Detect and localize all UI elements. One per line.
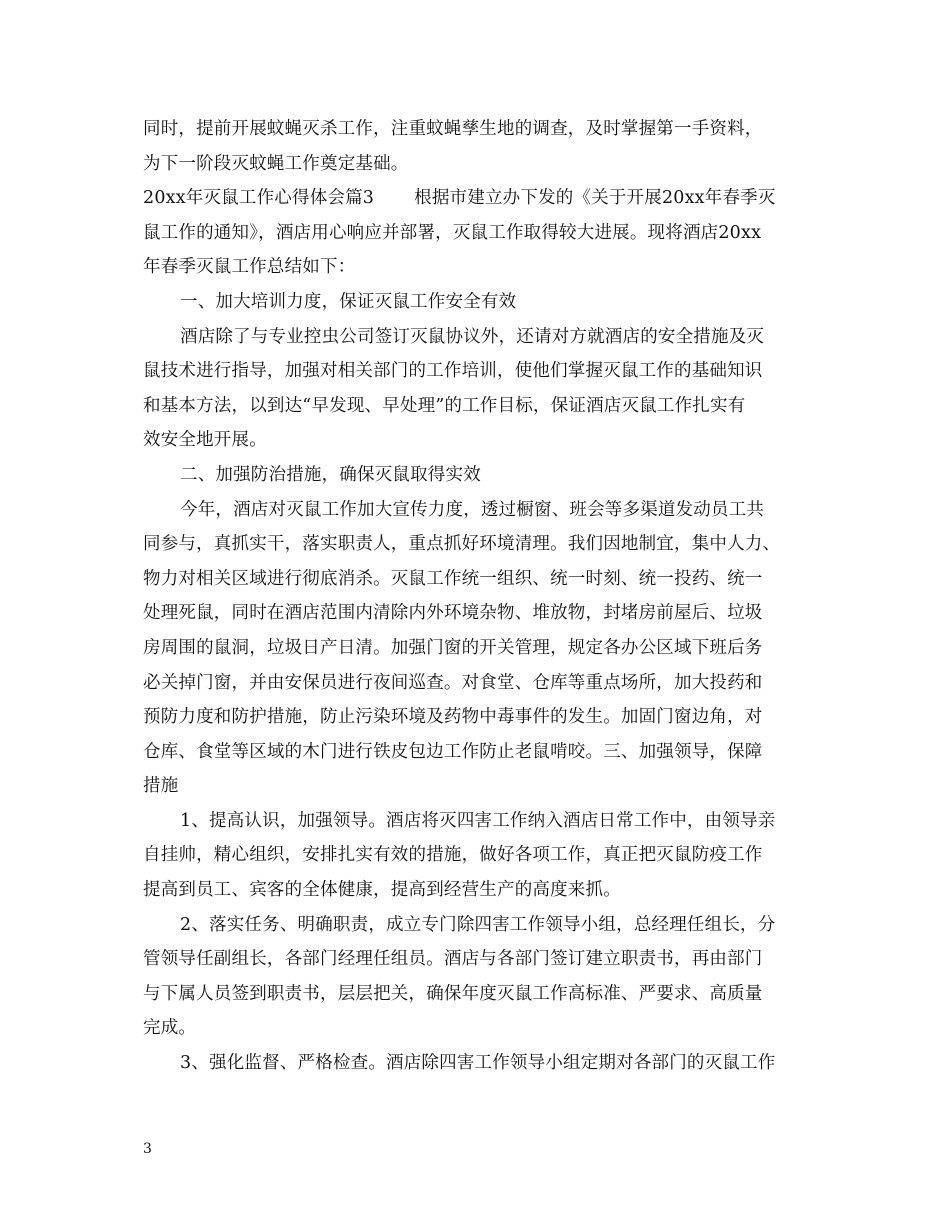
text-line-13: 同参与，真抓实干，落实职责人，重点抓好环境清理。我们因地制宜，集中人力、 <box>143 534 781 555</box>
text-line-17: 必关掉门窗，并由安保员进行夜间巡查。对食堂、仓库等重点场所，加大投药和 <box>143 672 763 693</box>
text-line-4: 鼠工作的通知》，酒店用心响应并部署，灭鼠工作取得较大进展。现将酒店20xx <box>143 222 762 243</box>
text-line-18: 预防力度和防护措施，防止污染环境及药物中毒事件的发生。加固门窗边角，对 <box>143 707 763 728</box>
text-line-9: 和基本方法，以到达“早发现、早处理”的工作目标，保证酒店灭鼠工作扎实有 <box>143 395 746 416</box>
page-number: 3 <box>143 1141 152 1157</box>
document-body <box>143 112 811 1081</box>
item-two: 2、落实任务、明确职责，成立专门除四害工作领导小组，总经理任组长，分 <box>180 914 776 935</box>
item-three: 3、强化监督、严格检查。酒店除四害工作领导小组定期对各部门的灭鼠工作 <box>180 1053 776 1074</box>
section-heading: 20xx年灭鼠工作心得体会篇3 <box>143 188 375 209</box>
text-line-15: 处理死鼠，同时在酒店范围内清除内外环境杂物、堆放物，封堵房前屋后、垃圾 <box>143 603 763 624</box>
text-line-16: 房周围的鼠洞，垃圾日产日清。加强门窗的开关管理，规定各办公区域下班后务 <box>143 637 763 658</box>
text-line-5: 年春季灭鼠工作总结如下： <box>143 257 356 278</box>
text-line-10: 效安全地开展。 <box>143 430 267 451</box>
text-line-25: 管领导任副组长，各部门经理任组员。酒店与各部门签订建立职责书，再由部门 <box>143 949 763 970</box>
text-line-12: 今年，酒店对灭鼠工作加大宣传力度，透过橱窗、班会等多渠道发动员工共 <box>180 499 765 520</box>
text-line-22: 自挂帅，精心组织，安排扎实有效的措施，做好各项工作，真正把灭鼠防疫工作 <box>143 845 763 866</box>
text-line-1: 同时，提前开展蚊蝇灭杀工作，注重蚊蝇孳生地的调查，及时掌握第一手资料， <box>143 119 763 139</box>
text-line-27: 完成。 <box>143 1018 197 1039</box>
text-line-3 <box>143 181 811 216</box>
text-line-14: 物力对相关区域进行彻底消杀。灭鼠工作统一组织、统一时刻、统一投药、统一 <box>143 568 763 589</box>
section-intro: 根据市建立办下发的《关于开展20xx年春季灭 <box>414 188 776 209</box>
heading-one: 一、加大培训力度，保证灭鼠工作安全有效 <box>180 291 517 312</box>
text-line-2: 为下一阶段灭蚊蝇工作奠定基础。 <box>143 153 409 174</box>
item-one: 1、提高认识，加强领导。酒店将灭四害工作纳入酒店日常工作中，由领导亲 <box>180 810 776 831</box>
text-line-19: 仓库、食堂等区域的木门进行铁皮包边工作防止老鼠啃咬。三、加强领导，保障 <box>143 741 763 762</box>
text-line-20: 措施 <box>143 776 179 797</box>
text-line-8: 鼠技术进行指导，加强对相关部门的工作培训，使他们掌握灭鼠工作的基础知识 <box>143 361 763 382</box>
text-line-7: 酒店除了与专业控虫公司签订灭鼠协议外，还请对方就酒店的安全措施及灭 <box>180 326 765 347</box>
text-line-26: 与下属人员签到职责书，层层把关，确保年度灭鼠工作高标准、严要求、高质量 <box>143 983 763 1004</box>
text-line-23: 提高到员工、宾客的全体健康，提高到经营生产的高度来抓。 <box>143 880 621 901</box>
heading-two: 二、加强防治措施，确保灭鼠取得实效 <box>180 464 481 485</box>
